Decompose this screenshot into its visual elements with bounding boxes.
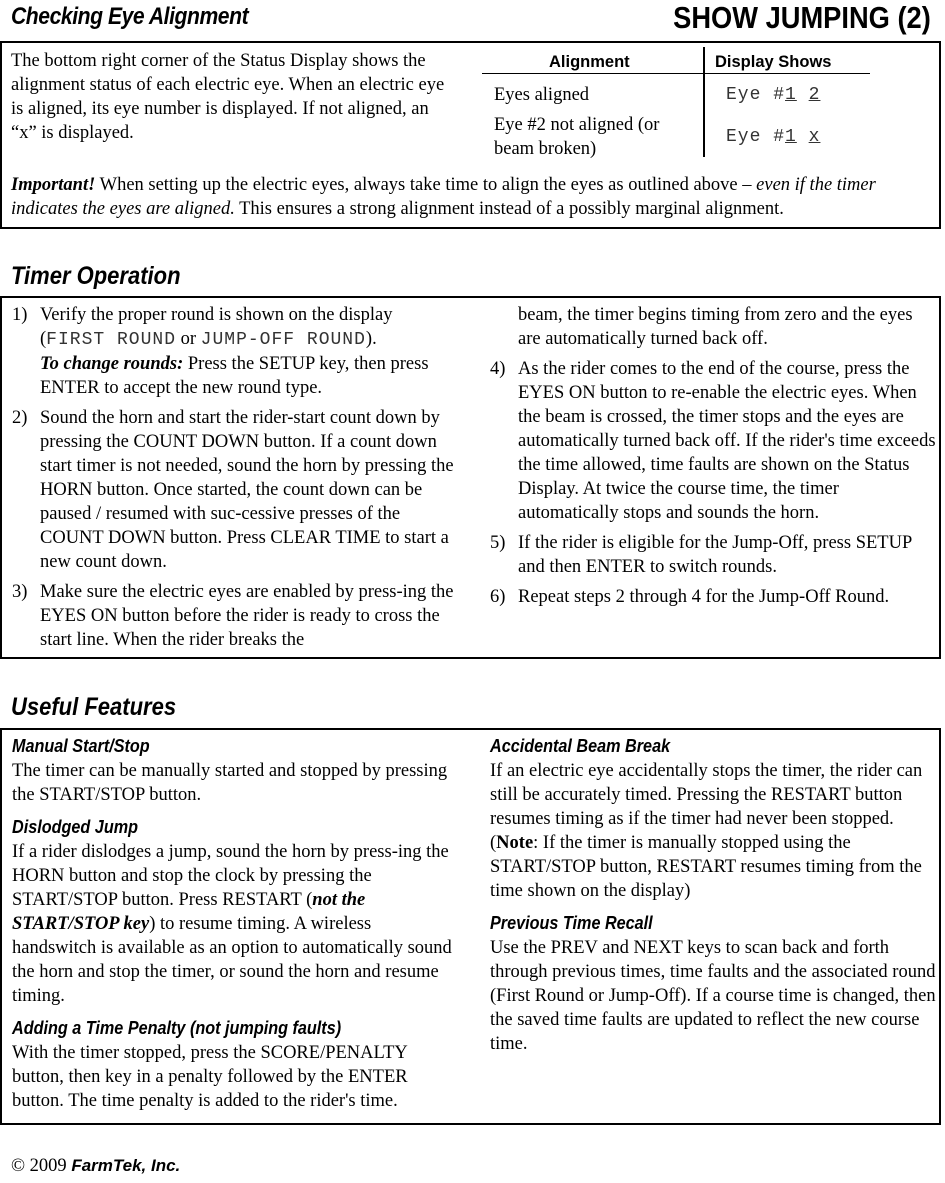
document-label: SHOW JUMPING (2)	[673, 0, 931, 35]
alignment-box	[0, 41, 941, 229]
alignment-table-header	[482, 47, 870, 74]
section-title-useful-features: Useful Features	[11, 693, 177, 721]
feature-manual-start-stop	[12, 735, 460, 807]
step-number: 3)	[12, 582, 28, 602]
section-title-eye-alignment: Checking Eye Alignment	[11, 3, 249, 30]
feature-heading: Adding a Time Penalty (not jumping faults)	[12, 1018, 342, 1038]
step-text: As the rider comes to the end of the course, press the EYES ON button to re-enable the electric eyes. When the beam is crossed, the timer stops and the eyes are automatically turned back off. If the rider's time exceeds the time allowed, time faults are shown on the Status Display. At twice the course time, the timer automatically stops and sounds the horn.	[518, 359, 936, 523]
step-text: If the rider is eligible for the Jump-Off, press SETUP and then ENTER to switch rounds.	[518, 533, 912, 577]
step-number: 2)	[12, 408, 28, 428]
feature-text: With the timer stopped, press the SCORE/PENALTY button, then key in a penalty followed by the ENTER button. The time penalty is added to the rider's time.	[12, 1043, 408, 1111]
step-text: beam, the timer begins timing from zero and the eyes are automatically turned back off.	[518, 305, 913, 349]
step-number: 5)	[490, 533, 506, 553]
steps-column-left	[12, 303, 458, 658]
alignment-row-display: Eye #1 2	[726, 85, 821, 105]
feature-heading: Manual Start/Stop	[12, 736, 150, 756]
feature-text: If a rider dislodges a jump, sound the horn by press-ing the HORN button and stop the clock by pressing the START/STOP button. Press RESTART (not the START/STOP key) to resume timing. A wireless handswitch is available as an option to automatically sound the horn and stop the timer, or sound the horn and resume timing.	[12, 842, 452, 1006]
step-text: Make sure the electric eyes are enabled by press-ing the EYES ON button before the rider is ready to cross the start line. When the rider breaks the	[40, 582, 454, 650]
alignment-intro: The bottom right corner of the Status Display shows the alignment status of each electric eye. When an electric eye is aligned, its eye number is displayed. If not aligned, an “x” is displayed.	[11, 51, 445, 143]
step-number: 1)	[12, 305, 28, 325]
timer-operation-box	[0, 296, 941, 659]
step-item	[490, 531, 936, 579]
alignment-col-header: Alignment	[549, 53, 630, 71]
step-item	[490, 357, 936, 525]
steps-column-right	[490, 303, 936, 615]
feature-text: If an electric eye accidentally stops the timer, the rider can still be accurately timed. Pressing the RESTART button resumes timing as if the timer had never been stopped. (Note: If the timer is manually stopped using the START/STOP button, RESTART resumes timing from the time shown on the display)	[490, 761, 923, 901]
feature-accidental-beam-break	[490, 735, 936, 903]
useful-features-box	[0, 728, 941, 1125]
footer-copyright: © 2009 FarmTek, Inc.	[11, 1156, 181, 1176]
step-number: 6)	[490, 587, 506, 607]
feature-heading: Previous Time Recall	[490, 913, 653, 933]
step-text: Repeat steps 2 through 4 for the Jump-Off Round.	[518, 587, 890, 607]
features-column-right	[490, 735, 936, 1065]
step-number: 4)	[490, 359, 506, 379]
step-item	[12, 303, 458, 400]
feature-dislodged-jump	[12, 816, 460, 1008]
feature-heading: Accidental Beam Break	[490, 736, 671, 756]
company-name: FarmTek, Inc.	[71, 1156, 181, 1175]
step-text: Sound the horn and start the rider-start count down by pressing the COUNT DOWN button. If a count down start timer is not needed, sound the horn by pressing the HORN button. Once started, the count down can be paused / resumed with suc-cessive presses of the COUNT DOWN button. Press CLEAR TIME to start a new count down.	[40, 408, 454, 572]
feature-heading: Dislodged Jump	[12, 817, 139, 837]
step-item	[490, 585, 936, 609]
table-column-divider	[703, 47, 705, 157]
section-title-timer-operation: Timer Operation	[11, 262, 181, 290]
step-item	[12, 580, 458, 652]
feature-time-penalty	[12, 1017, 460, 1113]
display-shows-col-header: Display Shows	[715, 53, 832, 71]
step-text: Verify the proper round is shown on the display (FIRST ROUND or JUMP-OFF ROUND). To change rounds: Press the SETUP key, then press ENTER to accept the new round type.	[40, 305, 429, 398]
step-continued	[490, 303, 936, 351]
step-item	[12, 406, 458, 574]
alignment-row-condition: Eyes aligned	[494, 85, 590, 105]
feature-text: Use the PREV and NEXT keys to scan back and forth through previous times, time faults and the associated round (First Round or Jump-Off). If a course time is changed, then the saved time faults are updated to reflect the new course time.	[490, 938, 936, 1054]
alignment-row-condition: Eye #2 not aligned (or beam broken)	[494, 115, 660, 159]
feature-previous-time-recall	[490, 912, 936, 1056]
important-note: Important! When setting up the electric eyes, always take time to align the eyes as outlined above – even if the timer indicates the eyes are aligned. This ensures a strong alignment instead of a possibly marginal alignment.	[11, 175, 876, 219]
alignment-row-display: Eye #1 x	[726, 127, 821, 147]
feature-text: The timer can be manually started and stopped by pressing the START/STOP button.	[12, 761, 448, 805]
features-column-left	[12, 735, 460, 1122]
